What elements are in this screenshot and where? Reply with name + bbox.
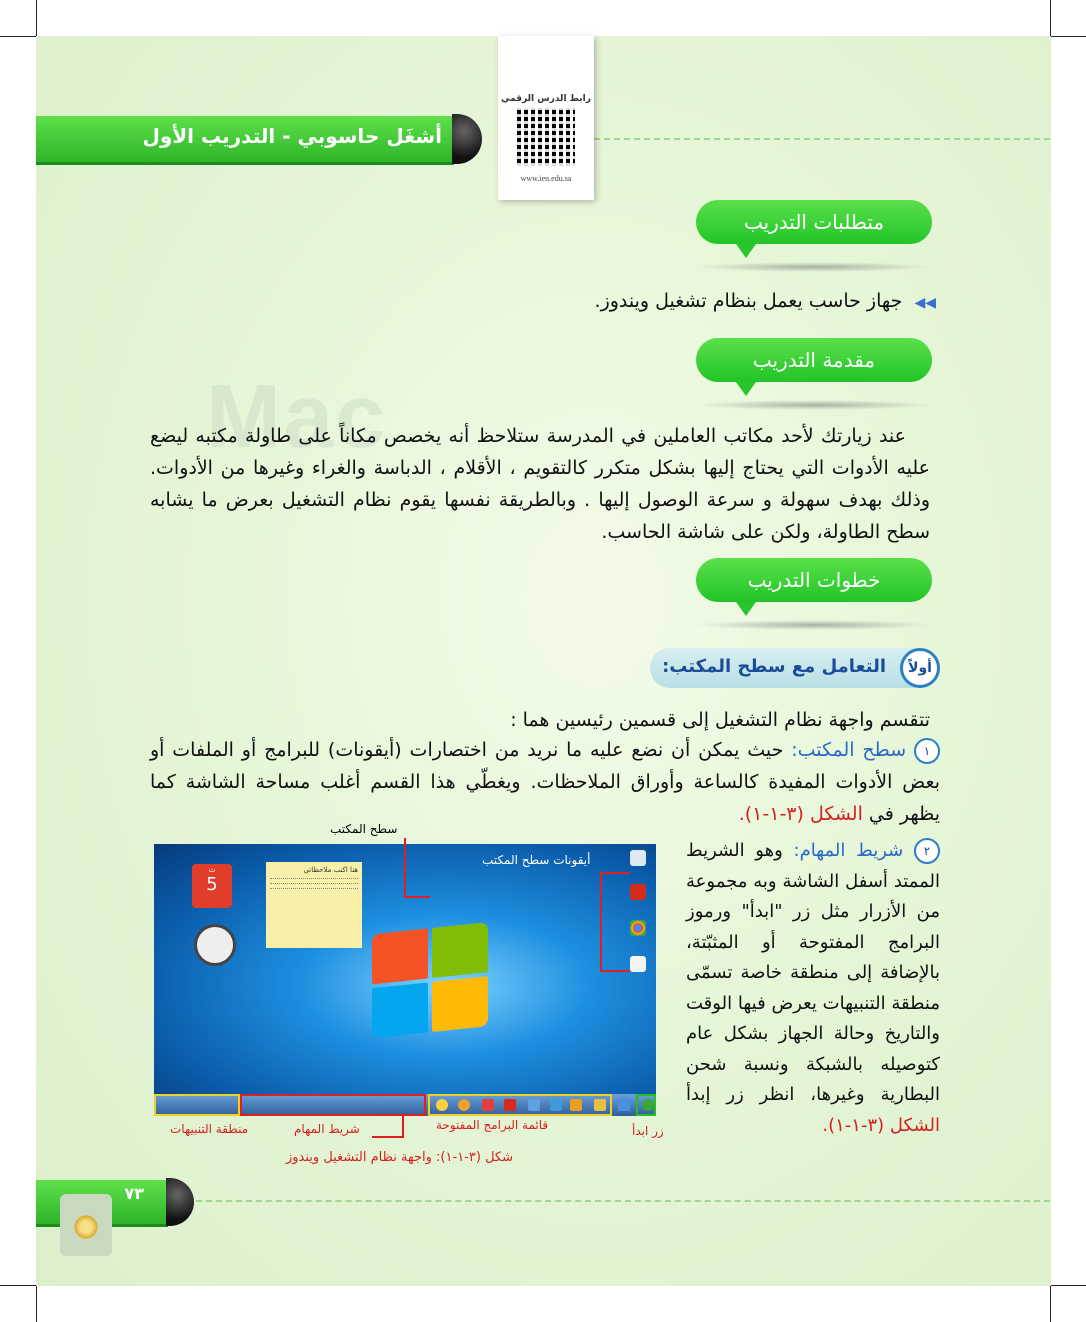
- start-button-label: زر ابدأ: [632, 1124, 664, 1138]
- background-watermark: Mac: [206, 367, 388, 467]
- steps-pill: [696, 558, 932, 602]
- intro-pill-label: مقدمة التدريب: [752, 348, 876, 372]
- pill-shadow: [694, 620, 934, 630]
- figure-reference[interactable]: الشكل (٣-١-١).: [738, 803, 863, 825]
- crop-mark: [36, 0, 37, 36]
- acrobat-icon[interactable]: [630, 884, 646, 900]
- notification-area-label: منطقة التنبيهات: [170, 1122, 249, 1136]
- crop-mark: [0, 1285, 36, 1286]
- item-term: سطح المكتب:: [791, 739, 907, 761]
- footer-dashed-divider: [196, 1200, 1050, 1202]
- crop-mark: [0, 36, 36, 37]
- crop-mark: [1050, 0, 1051, 36]
- qr-url[interactable]: www.ien.edu.sa: [520, 174, 572, 183]
- dashed-divider: [594, 138, 1050, 140]
- page-number: ٧٣: [124, 1184, 144, 1203]
- lead-text: تتقسم واجهة نظام التشغيل إلى قسمين رئيسين هما :: [510, 709, 930, 731]
- figure-reference[interactable]: الشكل (٣-١-١).: [822, 1114, 940, 1136]
- intro-paragraph: عند زيارتك لأحد مكاتب العاملين في المدرسة ستلاحظ أنه يخصص مكاناً على طاولة مكتبه ليضع عليه الأدوات التي يحتاج إليها بشكل متكرر كالتقويم ، الأقلام ، الدباسة والغراء وغيرها من الأدوات. وذلك بهدف سهولة و سرعة الوصول إليها . وبالطريقة نفسها يقوم نظام التشغيل بعرض ما يشابه سطح الطاولة، ولكن على شاشة الحاسب.: [150, 425, 930, 543]
- sticky-note: [266, 862, 362, 948]
- crop-mark: [1050, 1285, 1086, 1286]
- ie-icon[interactable]: [618, 1099, 630, 1111]
- item-taskbar: [686, 836, 940, 1141]
- pill-tail: [736, 244, 756, 258]
- windows-logo-icon: [372, 922, 492, 1045]
- item-text: حيث يمكن أن نضع عليه ما نريد من اختصارات (أيقونات) للبرامج أو الملفات أو بعض الأدوات المفيدة كالساعة وأوراق الملاحظات. ويغطّي هذا القسم أغلب مساحة الشاشة كما يظهر في: [150, 739, 940, 825]
- qr-card[interactable]: [498, 36, 594, 200]
- pill-tail: [736, 602, 756, 616]
- requirements-text: جهاز حاسب يعمل بنظام تشغيل ويندوز.: [594, 290, 903, 312]
- open-programs-box: [428, 1094, 612, 1116]
- start-button-box: [636, 1094, 656, 1116]
- lesson-title: أشغَل حاسوبي - التدريب الأول: [142, 124, 442, 148]
- crop-mark: [1050, 36, 1086, 37]
- notification-area-box: [154, 1094, 240, 1116]
- crop-mark: [36, 1286, 37, 1322]
- qr-label: رابط الدرس الرقمي: [501, 94, 591, 104]
- calendar-gadget: [192, 864, 232, 908]
- item-text: وهو الشريط الممتد أسفل الشاشة وبه مجموعة من الأزرار مثل زر "ابدأ" ورموز البرامج المفتوحة أو المثبّتة، بالإضافة إلى منطقة خاصة تسمّى منطقة التنبيهات يعرض فيها الوقت والتاريخ وحالة الجهاز بشكل عام كتوصيله بالشبكة ونسبة شحن البطارية وغيرها، انظر زر إبدأ: [686, 840, 940, 1105]
- open-programs-label: قائمة البرامج المفتوحة: [436, 1118, 549, 1132]
- desktop-pointer-line: [404, 896, 430, 898]
- note-line: [270, 883, 358, 884]
- double-arrow-icon: ◀◀: [914, 295, 936, 311]
- desktop-label: سطح المكتب: [330, 822, 398, 836]
- steps-pill-label: خطوات التدريب: [747, 568, 881, 592]
- requirements-item: [595, 290, 936, 312]
- document-icon[interactable]: [630, 956, 646, 972]
- note-line: [270, 888, 358, 889]
- chrome-icon[interactable]: [630, 920, 646, 936]
- clock-gadget: [194, 924, 236, 966]
- publisher-logo-icon: [60, 1194, 112, 1256]
- section-title: التعامل مع سطح المكتب:: [662, 656, 886, 677]
- calendar-header: ث: [208, 866, 216, 874]
- desktop-icons-label: أيقونات سطح المكتب: [482, 853, 591, 867]
- figure-caption: شكل (٣-١-١): واجهة نظام التشغيل ويندوز: [286, 1150, 513, 1165]
- calendar-day: 5: [206, 874, 218, 895]
- lesson-title-bar: [36, 116, 454, 165]
- pill-shadow: [694, 262, 934, 272]
- item-desktop: [150, 734, 940, 830]
- crop-mark: [1050, 1286, 1051, 1322]
- taskbar-box: [240, 1094, 426, 1116]
- section-badge: أولاً: [900, 648, 940, 688]
- pill-tail: [736, 382, 756, 396]
- note-line: [270, 878, 358, 879]
- recycle-bin-icon[interactable]: [630, 850, 646, 866]
- item-number: ٢: [914, 838, 940, 864]
- desktop-pointer-line: [404, 838, 406, 898]
- qr-code-icon[interactable]: [517, 108, 575, 166]
- taskbar-bracket: [372, 1116, 404, 1138]
- icons-bracket: [600, 872, 630, 972]
- taskbar-label: شريط المهام: [294, 1122, 360, 1136]
- pill-shadow: [694, 400, 934, 410]
- requirements-pill-label: متطلبات التدريب: [743, 210, 885, 234]
- intro-pill: [696, 338, 932, 382]
- sticky-note-title: هنا اكتب ملاحظاتي: [303, 866, 358, 874]
- requirements-pill: [696, 200, 932, 244]
- item-term: شريط المهام:: [793, 840, 904, 861]
- item-number: ١: [914, 738, 940, 764]
